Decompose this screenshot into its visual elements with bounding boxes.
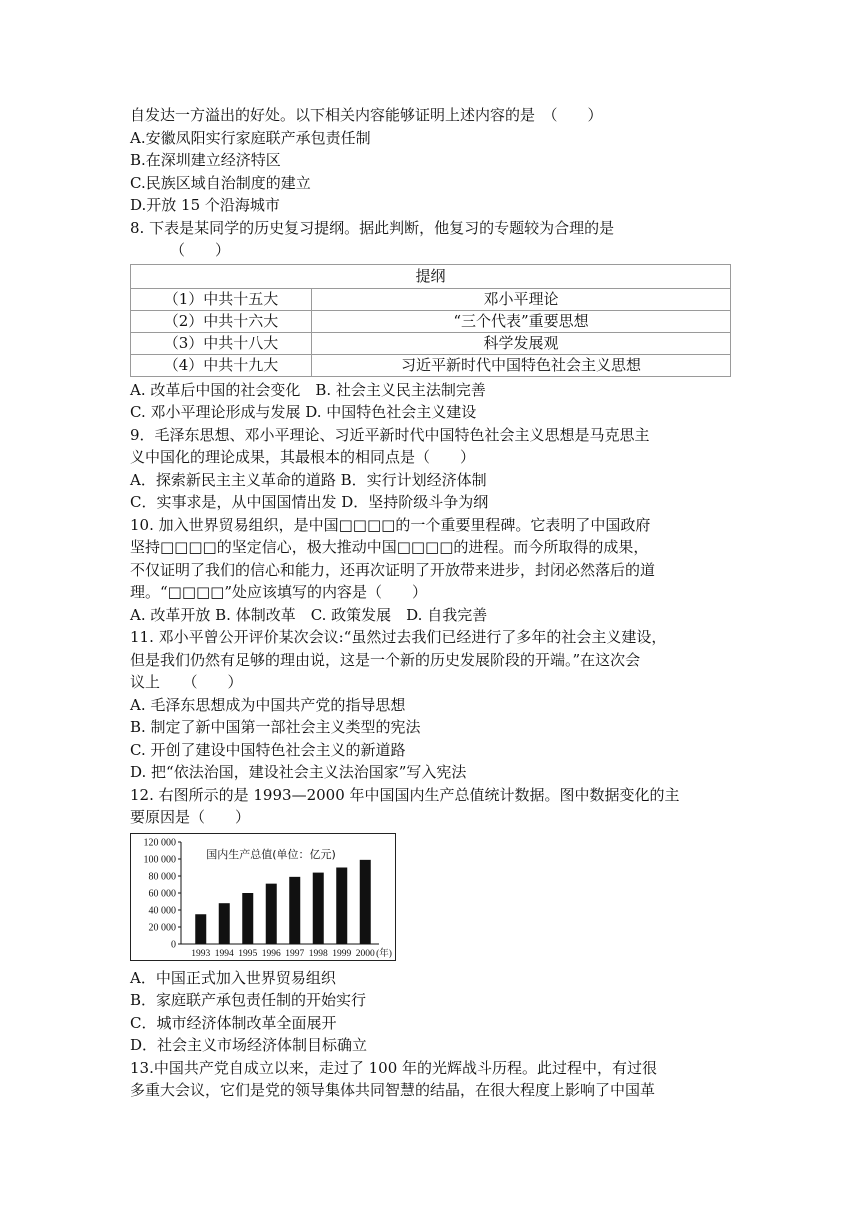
question-block-mid [130, 379, 730, 829]
option-line: D.开放 15 个沿海城市 [130, 196, 280, 214]
bar-1995 [242, 893, 253, 944]
y-tick-label: 40 000 [148, 905, 176, 916]
table-row [131, 310, 731, 332]
bar-2000 [360, 859, 371, 943]
option-line: C. 开创了建设中国特色社会主义的新道路 [130, 740, 406, 759]
text-line: 不仅证明了我们的信心和能力，还再次证明了开放带来进步，封闭必然落后的道 [130, 560, 656, 579]
option-line: B.在深圳建立经济特区 [130, 151, 281, 169]
table-cell: （1）中共十五大 [131, 288, 312, 310]
text-line: 但是我们仍然有足够的理由说，这是一个新的历史发展阶段的开端。”在这次会 [130, 650, 641, 669]
y-tick-label: 120 000 [143, 837, 176, 848]
table-row [131, 354, 731, 376]
option-line: B．家庭联产承包责任制的开始实行 [130, 991, 367, 1009]
x-tick-label: 1995 [238, 948, 258, 959]
review-outline-table [130, 264, 731, 377]
option-line: B. 制定了新中国第一部社会主义类型的宪法 [130, 718, 421, 736]
option-line: C.民族区域自治制度的建立 [130, 173, 311, 192]
bar-1994 [219, 903, 230, 944]
option-line: A．探索新民主主义革命的道路 B．实行计划经济体制 [130, 470, 487, 489]
y-tick-label: 80 000 [148, 871, 176, 882]
bar-1993 [195, 914, 206, 944]
chart-title: 国内生产总值(单位：亿元) [206, 847, 336, 861]
text-line: 自发达一方溢出的好处。以下相关内容能够证明上述内容的是 （ ） [130, 106, 603, 124]
x-tick-label: 1996 [261, 948, 281, 959]
option-line: C. 邓小平理论形成与发展 D. 中国特色社会主义建设 [130, 403, 477, 421]
table-row [131, 288, 731, 310]
table-cell: （3）中共十八大 [131, 332, 312, 354]
document-page [130, 104, 730, 1102]
option-line: A.安徽凤阳实行家庭联产承包责任制 [130, 128, 371, 147]
y-tick-label: 20 000 [148, 922, 176, 933]
question-8-stem: 8. 下表是某同学的历史复习提纲。据此判断，他复习的专题较为合理的是 [130, 218, 615, 237]
option-line: C．城市经济体制改革全面展开 [130, 1013, 337, 1032]
y-tick-label: 100 000 [143, 854, 176, 865]
x-tick-label: 1999 [332, 948, 352, 959]
bar-1997 [289, 876, 300, 943]
text-line: 多重大会议，它们是党的领导集体共同智慧的结晶，在很大程度上影响了中国革 [130, 1081, 656, 1099]
option-line: A. 毛泽东思想成为中国共产党的指导思想 [130, 695, 406, 714]
answer-paren: （ ） [170, 241, 231, 259]
gdp-bar-chart [130, 833, 396, 961]
option-line: D．社会主义市场经济体制目标确立 [130, 1036, 368, 1054]
question-11-stem: 11. 邓小平曾公开评价某次会议:“虽然过去我们已经进行了多年的社会主义建设， [130, 628, 667, 646]
bar-1999 [336, 867, 347, 944]
option-line: A. 改革开放 B. 体制改革 C. 政策发展 D. 自我完善 [130, 605, 488, 624]
table-cell: （2）中共十六大 [131, 310, 312, 332]
x-tick-label: 1994 [214, 948, 234, 959]
y-tick-label: 60 000 [148, 888, 176, 899]
text-line: 坚持□□□□的坚定信心，极大推动中国□□□□的进程。而今所取得的成果， [130, 538, 649, 556]
x-tick-label: 1993 [191, 948, 211, 959]
bar-1996 [266, 883, 277, 943]
text-line: 义中国化的理论成果，其最根本的相同点是（ ） [130, 448, 476, 466]
option-line: A. 改革后中国的社会变化 B. 社会主义民主法制完善 [130, 380, 486, 399]
table-cell: 科学发展观 [312, 332, 731, 354]
text-line: 理。“□□□□”处应该填写的内容是（ ） [130, 583, 428, 601]
text-line: 要原因是（ ） [130, 808, 251, 826]
chart-svg [131, 834, 397, 962]
x-tick-label: 2000 [355, 948, 375, 959]
option-line: A．中国正式加入世界贸易组织 [130, 968, 336, 987]
table-cell: “三个代表”重要思想 [312, 310, 731, 332]
table-row [131, 332, 731, 354]
question-9-stem: 9．毛泽东思想、邓小平理论、习近平新时代中国特色社会主义思想是马克思主 [130, 425, 650, 444]
question-block-top [130, 104, 730, 262]
x-tick-label: 1998 [308, 948, 328, 959]
x-tick-label: 1997 [285, 948, 305, 959]
text-line: 议上 （ ） [130, 673, 243, 691]
x-unit-label: (年) [376, 948, 392, 959]
option-line: C．实事求是，从中国国情出发 D．坚持阶级斗争为纲 [130, 493, 489, 511]
table-header: 提纲 [131, 264, 731, 288]
table-cell: 习近平新时代中国特色社会主义思想 [312, 354, 731, 376]
question-block-bottom [130, 967, 730, 1102]
table-cell: 邓小平理论 [312, 288, 731, 310]
table-cell: （4）中共十九大 [131, 354, 312, 376]
option-line: D. 把“依法治国，建设社会主义法治国家”写入宪法 [130, 763, 467, 781]
y-tick-label: 0 [171, 939, 176, 950]
question-13-stem: 13.中国共产党自成立以来，走过了 100 年的光辉战斗历程。此过程中，有过很 [130, 1058, 658, 1077]
question-12-stem: 12. 右图所示的是 1993—2000 年中国国内生产总值统计数据。图中数据变化的主 [130, 785, 680, 804]
question-10-stem: 10. 加入世界贸易组织，是中国□□□□的一个重要里程碑。它表明了中国政府 [130, 515, 651, 534]
bar-1998 [313, 872, 324, 943]
